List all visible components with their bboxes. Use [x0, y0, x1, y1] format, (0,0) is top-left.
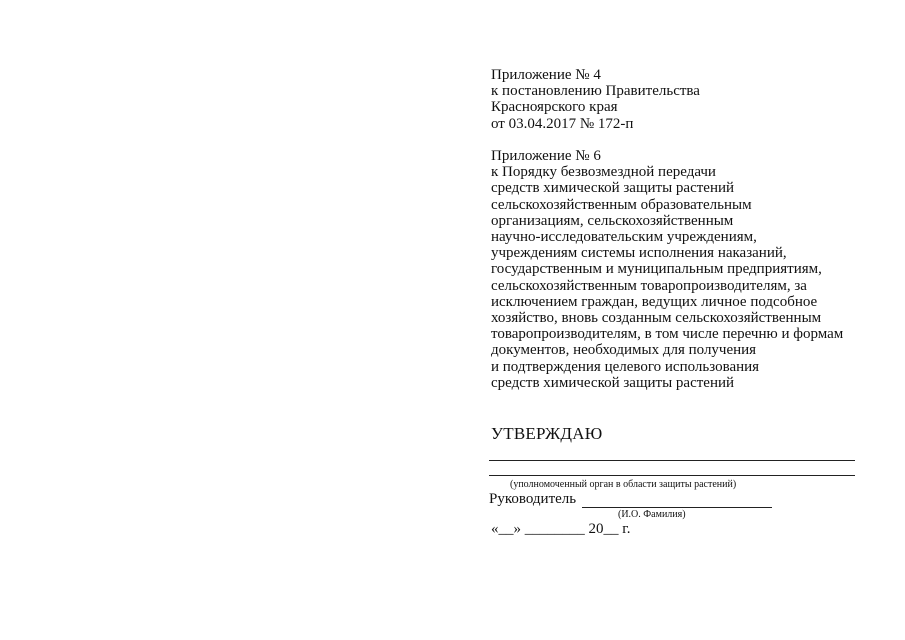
appendix-6-line: хозяйство, вновь созданным сельскохозяйственным	[491, 310, 822, 327]
authority-line-2	[489, 475, 855, 476]
appendix-6-line: документов, необходимых для получения	[491, 342, 757, 359]
authority-line-1	[489, 460, 855, 461]
appendix-6-line: сельскохозяйственным образовательным	[491, 196, 752, 213]
date-line: «__» ________ 20__ г.	[491, 521, 631, 537]
head-signature-line	[582, 507, 772, 508]
appendix-6-line: товаропроизводителям, в том числе перечню и формам	[491, 326, 844, 343]
appendix-6-line: средств химической защиты растений	[491, 374, 735, 391]
name-caption: (И.О. Фамилия)	[618, 509, 686, 520]
appendix-4-line: Приложение № 4	[491, 67, 601, 83]
appendix-6-line: и подтверждения целевого использования	[491, 358, 760, 375]
appendix-6-line: к Порядку безвозмездной передачи	[491, 164, 716, 181]
appendix-6-line: исключением граждан, ведущих личное подсобное	[491, 293, 818, 310]
authority-caption: (уполномоченный орган в области защиты растений)	[510, 479, 737, 490]
appendix-6-line: научно-исследовательским учреждениям,	[491, 229, 757, 246]
approval-title: УТВЕРЖДАЮ	[491, 424, 603, 443]
appendix-6-line: учреждениям системы исполнения наказаний,	[491, 245, 787, 262]
head-label: Руководитель	[489, 491, 577, 507]
appendix-6-header	[491, 148, 843, 391]
appendix-6-line: организациям, сельскохозяйственным	[491, 212, 734, 229]
appendix-4-line: Красноярского края	[491, 99, 618, 116]
appendix-4-line: к постановлению Правительства	[491, 83, 700, 100]
appendix-6-line: Приложение № 6	[491, 148, 601, 164]
appendix-6-line: государственным и муниципальным предприятиям,	[491, 261, 822, 278]
appendix-6-line: средств химической защиты растений	[491, 180, 735, 197]
appendix-4-line: от 03.04.2017 № 172-п	[491, 115, 634, 132]
appendix-4-header	[491, 67, 700, 132]
appendix-6-line: сельскохозяйственным товаропроизводителям, за	[491, 277, 807, 294]
